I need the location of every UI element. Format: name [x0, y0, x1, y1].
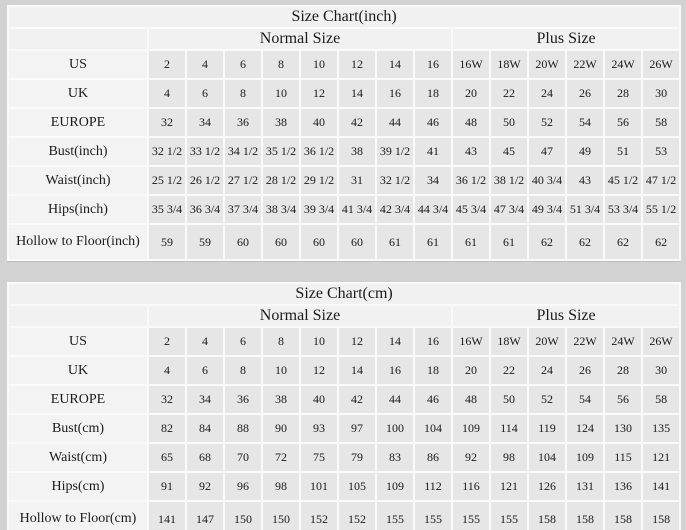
size-cell: 158 [566, 501, 604, 530]
size-cell: 24 [528, 356, 566, 385]
size-cell: 34 1/2 [224, 137, 262, 166]
size-cell: 68 [186, 443, 224, 472]
row-label: Waist(cm) [8, 443, 148, 472]
table-title-row [8, 6, 680, 28]
size-cell: 12 [300, 356, 338, 385]
table-row [8, 50, 680, 79]
size-cell: 43 [452, 137, 490, 166]
size-cell: 152 [338, 501, 376, 530]
size-cell: 30 [642, 79, 680, 108]
size-cell: 126 [528, 472, 566, 501]
size-cell: 60 [224, 224, 262, 260]
size-cell: 8 [224, 79, 262, 108]
size-cell: 135 [642, 414, 680, 443]
column-group-row [8, 28, 680, 50]
size-cell: 109 [452, 414, 490, 443]
size-cell: 62 [642, 224, 680, 260]
size-cell: 147 [186, 501, 224, 530]
size-cell: 37 3/4 [224, 195, 262, 224]
size-cell: 6 [186, 356, 224, 385]
size-cell: 45 3/4 [452, 195, 490, 224]
row-label: US [8, 327, 148, 356]
table-row [8, 501, 680, 530]
size-cell: 51 [604, 137, 642, 166]
size-cell: 98 [490, 443, 528, 472]
size-cell: 121 [490, 472, 528, 501]
size-cell: 32 [148, 108, 186, 137]
size-cell: 16 [414, 327, 452, 356]
size-cell: 38 1/2 [490, 166, 528, 195]
size-cell: 14 [338, 356, 376, 385]
size-cell: 24 [528, 79, 566, 108]
size-cell: 6 [224, 327, 262, 356]
table-row [8, 443, 680, 472]
corner-cell [8, 28, 148, 50]
size-cell: 36 [224, 108, 262, 137]
size-cell: 86 [414, 443, 452, 472]
size-cell: 34 [186, 385, 224, 414]
size-cell: 35 1/2 [262, 137, 300, 166]
size-cell: 36 1/2 [452, 166, 490, 195]
table-row [8, 472, 680, 501]
size-cell: 150 [262, 501, 300, 530]
size-cell: 34 [414, 166, 452, 195]
size-cell: 42 [338, 385, 376, 414]
size-cell: 59 [186, 224, 224, 260]
size-cell: 83 [376, 443, 414, 472]
table-row [8, 414, 680, 443]
table-title: Size Chart(cm) [8, 283, 680, 305]
size-cell: 6 [186, 79, 224, 108]
row-label: UK [8, 356, 148, 385]
size-cell: 16W [452, 327, 490, 356]
size-cell: 26W [642, 327, 680, 356]
size-cell: 88 [224, 414, 262, 443]
size-cell: 46 [414, 385, 452, 414]
size-cell: 60 [300, 224, 338, 260]
size-cell: 104 [414, 414, 452, 443]
size-cell: 36 1/2 [300, 137, 338, 166]
size-cell: 10 [262, 79, 300, 108]
size-cell: 112 [414, 472, 452, 501]
size-cell: 61 [376, 224, 414, 260]
size-cell: 116 [452, 472, 490, 501]
size-cell: 8 [262, 327, 300, 356]
size-cell: 38 3/4 [262, 195, 300, 224]
table-row [8, 137, 680, 166]
size-cell: 91 [148, 472, 186, 501]
size-cell: 4 [186, 50, 224, 79]
size-cell: 18W [490, 327, 528, 356]
size-cell: 39 1/2 [376, 137, 414, 166]
size-cell: 49 3/4 [528, 195, 566, 224]
size-cell: 152 [300, 501, 338, 530]
size-cell: 12 [338, 327, 376, 356]
size-cell: 34 [186, 108, 224, 137]
table-row [8, 79, 680, 108]
size-cell: 52 [528, 385, 566, 414]
size-cell: 2 [148, 327, 186, 356]
size-cell: 84 [186, 414, 224, 443]
size-cell: 56 [604, 385, 642, 414]
size-cell: 44 [376, 108, 414, 137]
size-cell: 33 1/2 [186, 137, 224, 166]
size-cell: 44 3/4 [414, 195, 452, 224]
size-cell: 124 [566, 414, 604, 443]
size-cell: 26 [566, 79, 604, 108]
size-cell: 4 [148, 356, 186, 385]
size-cell: 93 [300, 414, 338, 443]
size-cell: 109 [566, 443, 604, 472]
size-cell: 92 [452, 443, 490, 472]
size-cell: 18 [414, 356, 452, 385]
size-cell: 41 [414, 137, 452, 166]
table-row [8, 224, 680, 260]
size-chart-inch-table [7, 5, 681, 261]
size-cell: 47 [528, 137, 566, 166]
group-header-plus-size: Plus Size [452, 28, 680, 50]
size-cell: 79 [338, 443, 376, 472]
size-cell: 10 [300, 50, 338, 79]
table-title-row [8, 283, 680, 305]
size-cell: 115 [604, 443, 642, 472]
table-row [8, 195, 680, 224]
row-label: Bust(inch) [8, 137, 148, 166]
size-cell: 31 [338, 166, 376, 195]
size-cell: 4 [148, 79, 186, 108]
size-cell: 119 [528, 414, 566, 443]
size-cell: 70 [224, 443, 262, 472]
row-label: EUROPE [8, 108, 148, 137]
size-cell: 14 [338, 79, 376, 108]
size-cell: 130 [604, 414, 642, 443]
size-cell: 141 [642, 472, 680, 501]
size-cell: 30 [642, 356, 680, 385]
table-row [8, 327, 680, 356]
size-cell: 45 [490, 137, 528, 166]
size-cell: 46 [414, 108, 452, 137]
size-cell: 51 3/4 [566, 195, 604, 224]
size-cell: 10 [262, 356, 300, 385]
size-cell: 14 [376, 327, 414, 356]
size-cell: 20 [452, 356, 490, 385]
group-header-normal-size: Normal Size [148, 28, 452, 50]
size-chart-cm-table [7, 282, 681, 530]
size-cell: 38 [262, 108, 300, 137]
table-row [8, 385, 680, 414]
size-cell: 16 [376, 79, 414, 108]
size-cell: 150 [224, 501, 262, 530]
size-cell: 104 [528, 443, 566, 472]
size-cell: 50 [490, 108, 528, 137]
size-cell: 12 [300, 79, 338, 108]
size-cell: 18 [414, 79, 452, 108]
size-cell: 60 [338, 224, 376, 260]
size-cell: 75 [300, 443, 338, 472]
size-cell: 105 [338, 472, 376, 501]
size-cell: 62 [528, 224, 566, 260]
size-cell: 32 [148, 385, 186, 414]
size-cell: 100 [376, 414, 414, 443]
size-cell: 38 [262, 385, 300, 414]
size-cell: 36 3/4 [186, 195, 224, 224]
size-cell: 136 [604, 472, 642, 501]
size-cell: 24W [604, 327, 642, 356]
size-cell: 55 1/2 [642, 195, 680, 224]
size-cell: 61 [414, 224, 452, 260]
row-label: Hips(cm) [8, 472, 148, 501]
size-cell: 96 [224, 472, 262, 501]
size-cell: 32 1/2 [148, 137, 186, 166]
size-cell: 28 1/2 [262, 166, 300, 195]
size-cell: 58 [642, 385, 680, 414]
size-cell: 38 [338, 137, 376, 166]
size-cell: 40 [300, 108, 338, 137]
size-cell: 10 [300, 327, 338, 356]
size-cell: 40 [300, 385, 338, 414]
row-label: Hollow to Floor(inch) [8, 224, 148, 260]
size-cell: 48 [452, 108, 490, 137]
size-cell: 90 [262, 414, 300, 443]
size-cell: 26W [642, 50, 680, 79]
size-cell: 8 [262, 50, 300, 79]
size-cell: 44 [376, 385, 414, 414]
size-cell: 42 3/4 [376, 195, 414, 224]
size-cell: 114 [490, 414, 528, 443]
size-cell: 22W [566, 327, 604, 356]
size-cell: 92 [186, 472, 224, 501]
size-cell: 109 [376, 472, 414, 501]
row-label: Bust(cm) [8, 414, 148, 443]
table-row [8, 166, 680, 195]
size-cell: 4 [186, 327, 224, 356]
group-header-plus-size: Plus Size [452, 305, 680, 327]
row-label: EUROPE [8, 385, 148, 414]
table-row [8, 108, 680, 137]
size-cell: 28 [604, 356, 642, 385]
size-cell: 32 1/2 [376, 166, 414, 195]
size-cell: 40 3/4 [528, 166, 566, 195]
size-cell: 158 [642, 501, 680, 530]
size-cell: 41 3/4 [338, 195, 376, 224]
size-cell: 101 [300, 472, 338, 501]
size-cell: 65 [148, 443, 186, 472]
size-cell: 155 [414, 501, 452, 530]
row-label: Hips(inch) [8, 195, 148, 224]
table-row [8, 356, 680, 385]
size-cell: 12 [338, 50, 376, 79]
group-header-normal-size: Normal Size [148, 305, 452, 327]
size-cell: 2 [148, 50, 186, 79]
size-cell: 26 [566, 356, 604, 385]
size-cell: 158 [604, 501, 642, 530]
size-cell: 16W [452, 50, 490, 79]
size-cell: 39 3/4 [300, 195, 338, 224]
size-cell: 42 [338, 108, 376, 137]
size-cell: 6 [224, 50, 262, 79]
size-cell: 53 [642, 137, 680, 166]
size-cell: 72 [262, 443, 300, 472]
size-cell: 35 3/4 [148, 195, 186, 224]
size-cell: 53 3/4 [604, 195, 642, 224]
size-cell: 155 [490, 501, 528, 530]
row-label: UK [8, 79, 148, 108]
size-cell: 158 [528, 501, 566, 530]
size-cell: 24W [604, 50, 642, 79]
size-cell: 62 [604, 224, 642, 260]
size-cell: 16 [414, 50, 452, 79]
size-cell: 141 [148, 501, 186, 530]
size-cell: 155 [376, 501, 414, 530]
size-cell: 25 1/2 [148, 166, 186, 195]
size-cell: 54 [566, 108, 604, 137]
size-cell: 18W [490, 50, 528, 79]
size-cell: 121 [642, 443, 680, 472]
row-label: Waist(inch) [8, 166, 148, 195]
size-cell: 56 [604, 108, 642, 137]
size-cell: 28 [604, 79, 642, 108]
size-cell: 58 [642, 108, 680, 137]
size-cell: 22 [490, 79, 528, 108]
size-cell: 50 [490, 385, 528, 414]
size-cell: 59 [148, 224, 186, 260]
size-cell: 49 [566, 137, 604, 166]
size-cell: 20 [452, 79, 490, 108]
size-cell: 22 [490, 356, 528, 385]
size-cell: 36 [224, 385, 262, 414]
size-cell: 47 3/4 [490, 195, 528, 224]
row-label: US [8, 50, 148, 79]
size-cell: 98 [262, 472, 300, 501]
size-cell: 43 [566, 166, 604, 195]
size-cell: 48 [452, 385, 490, 414]
size-cell: 20W [528, 50, 566, 79]
size-cell: 45 1/2 [604, 166, 642, 195]
size-cell: 20W [528, 327, 566, 356]
size-cell: 22W [566, 50, 604, 79]
size-cell: 27 1/2 [224, 166, 262, 195]
size-cell: 29 1/2 [300, 166, 338, 195]
size-cell: 62 [566, 224, 604, 260]
column-group-row [8, 305, 680, 327]
row-label: Hollow to Floor(cm) [8, 501, 148, 530]
size-cell: 52 [528, 108, 566, 137]
size-cell: 60 [262, 224, 300, 260]
size-cell: 61 [452, 224, 490, 260]
size-cell: 82 [148, 414, 186, 443]
size-cell: 47 1/2 [642, 166, 680, 195]
size-cell: 97 [338, 414, 376, 443]
size-cell: 61 [490, 224, 528, 260]
size-cell: 14 [376, 50, 414, 79]
table-title: Size Chart(inch) [8, 6, 680, 28]
size-cell: 54 [566, 385, 604, 414]
size-cell: 16 [376, 356, 414, 385]
size-cell: 26 1/2 [186, 166, 224, 195]
size-cell: 8 [224, 356, 262, 385]
size-cell: 155 [452, 501, 490, 530]
corner-cell [8, 305, 148, 327]
size-cell: 131 [566, 472, 604, 501]
